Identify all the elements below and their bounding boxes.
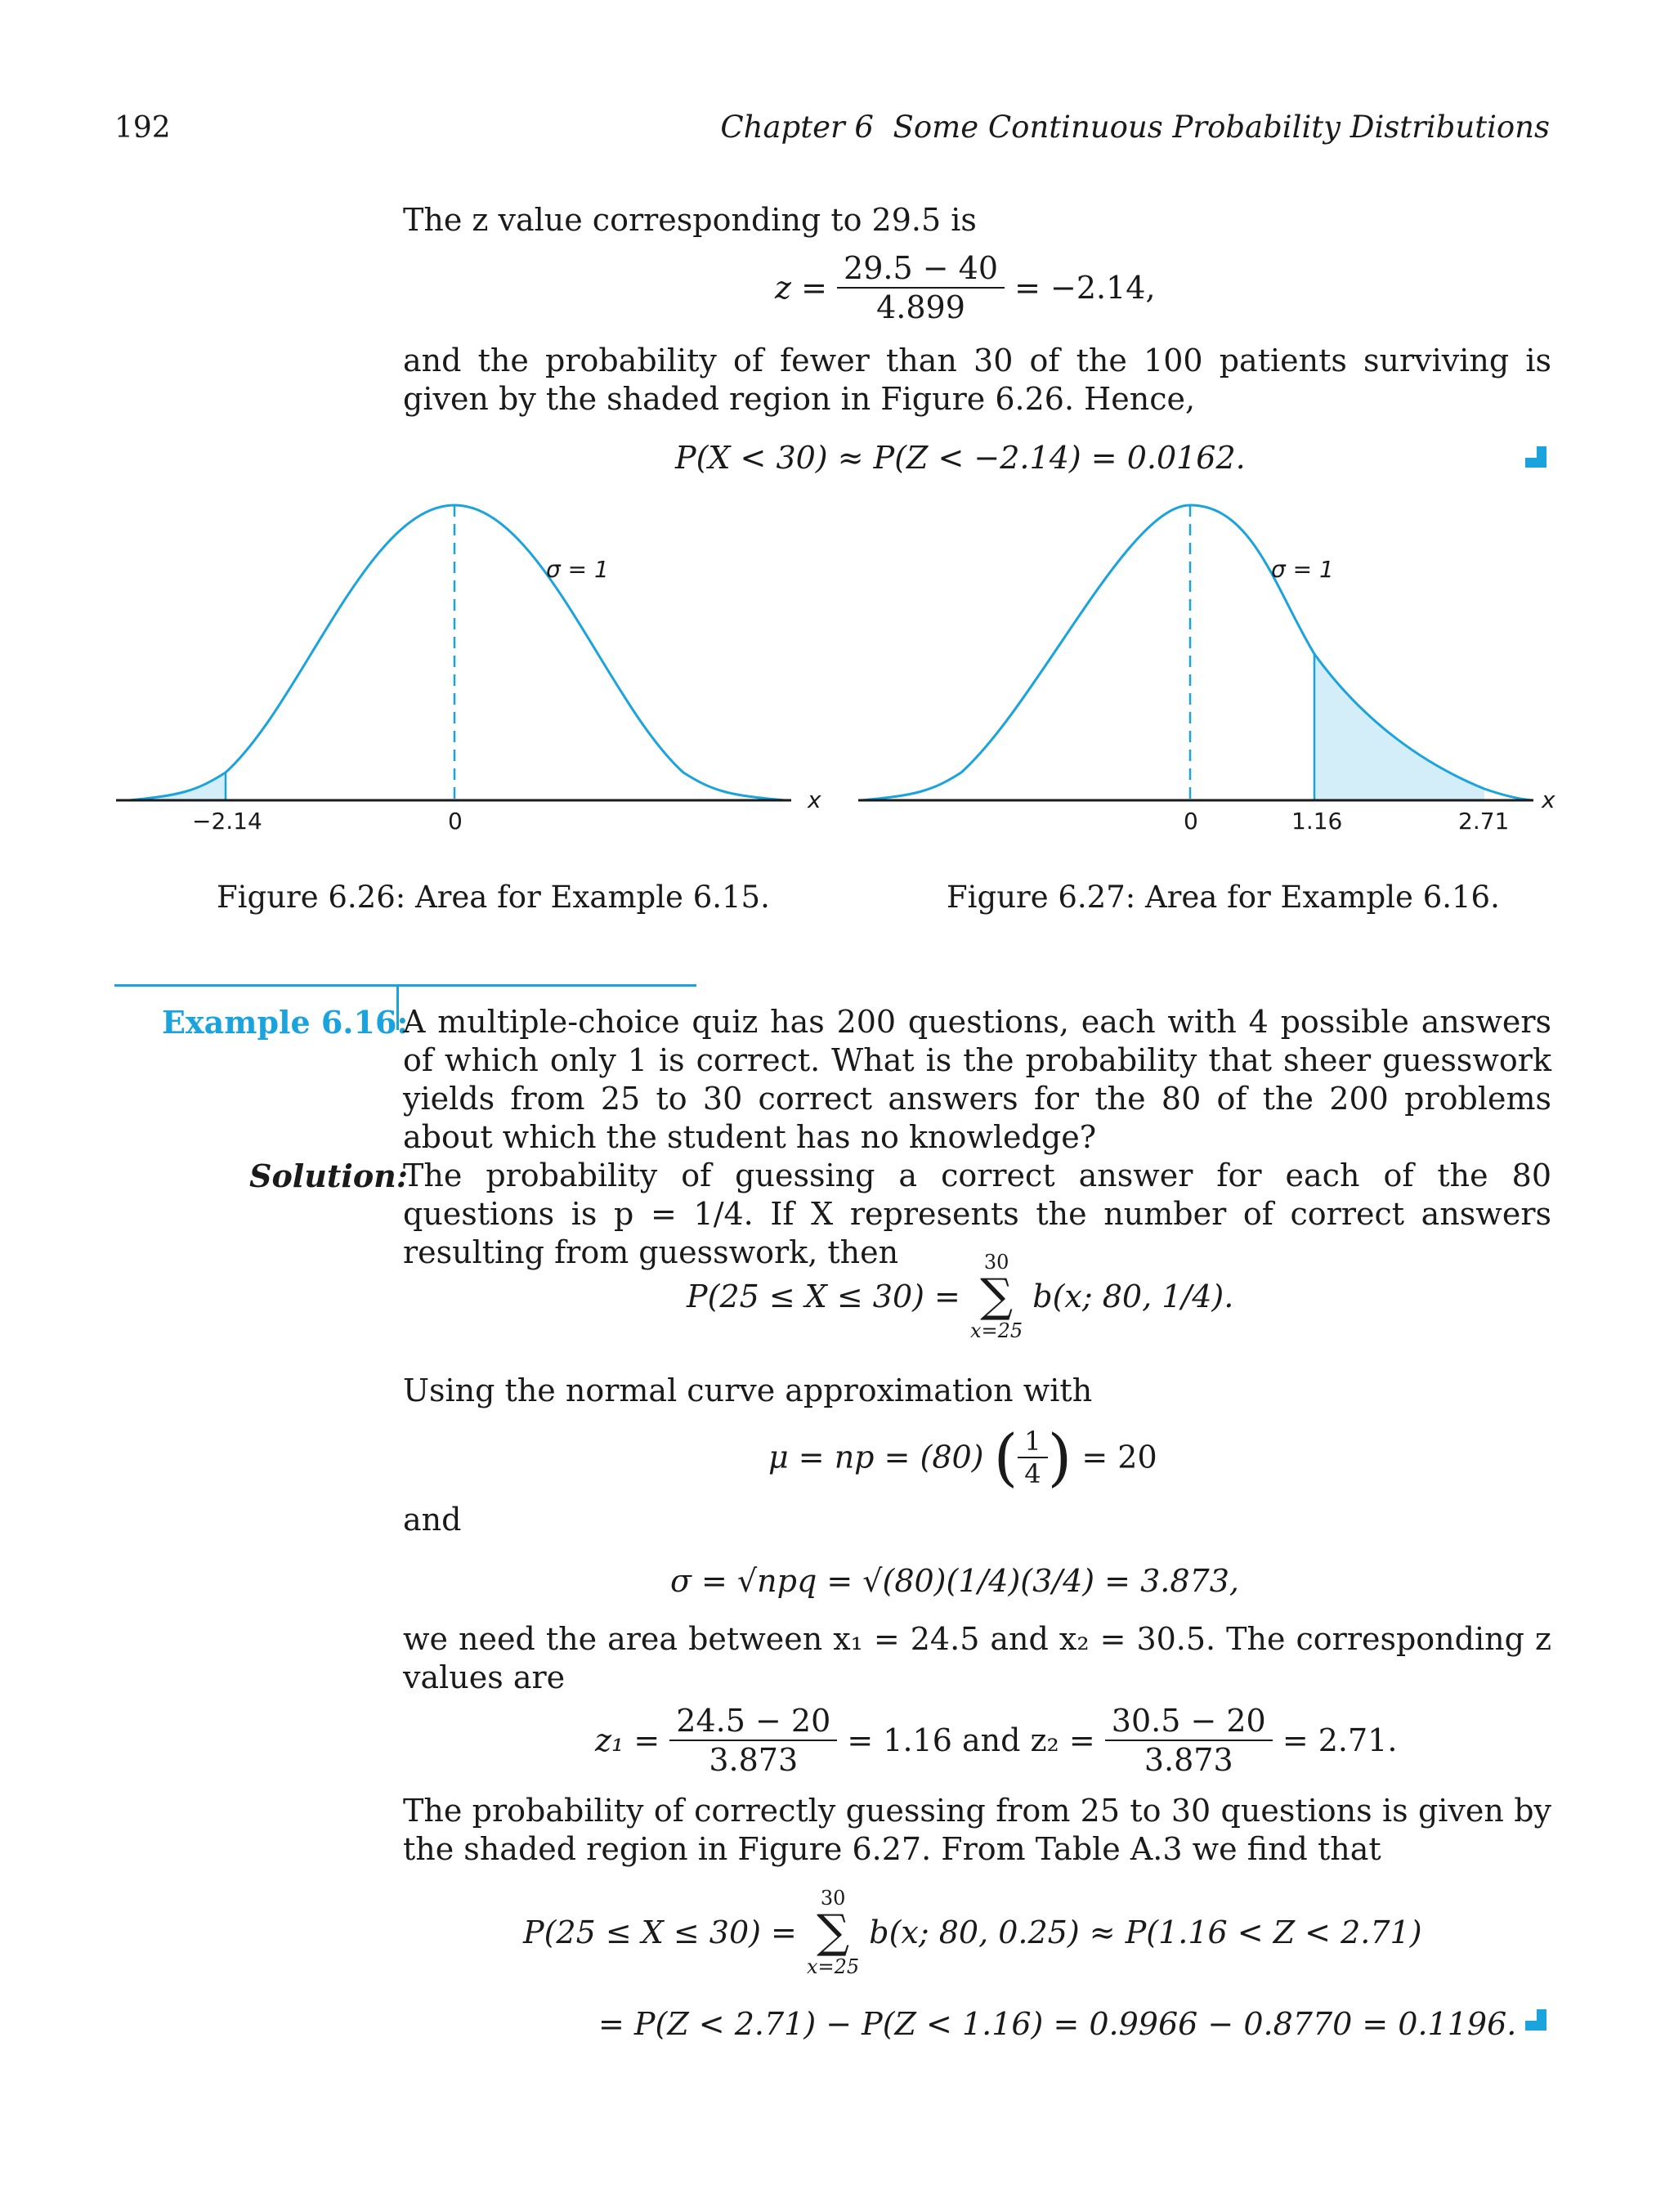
normal-curve [129, 505, 785, 800]
z1-numerator: 24.5 − 20 [669, 1702, 837, 1741]
sum1-lhs: P(25 ≤ X ≤ 30) = [687, 1278, 960, 1314]
tick-label: 0 [448, 808, 463, 835]
figure-6-26 [106, 482, 842, 850]
probability-equation: P(X < 30) ≈ P(Z < −2.14) = 0.0162. [675, 440, 1246, 476]
solution-label: Solution: [249, 1157, 408, 1194]
z2-fraction [1105, 1702, 1273, 1779]
tick-label: 1.16 [1291, 808, 1343, 835]
left-paren: ( [993, 1421, 1018, 1493]
z-equation [775, 249, 1156, 326]
mu-frac-den: 4 [1024, 1458, 1041, 1489]
x-axis-label-627: x [1542, 786, 1555, 813]
end-of-example-mark [1525, 2009, 1546, 2031]
tick-label: −2.14 [192, 808, 262, 835]
intro-line: The z value corresponding to 29.5 is [403, 202, 977, 238]
tick-label: 0 [1184, 808, 1198, 835]
solution-text: The probability of guessing a correct answer for each of the 80 questions is p = 1/4. If X represents the number of correct answers resulting from guesswork, then [403, 1157, 1551, 1270]
sum2-lhs: P(25 ≤ X ≤ 30) = [523, 1914, 797, 1950]
x-axis-label-626: x [808, 786, 821, 813]
sum2-rhs: b(x; 80, 0.25) ≈ P(1.16 < Z < 2.71) [869, 1914, 1422, 1950]
sum-lower-limit: x=25 [807, 1955, 860, 1978]
tick-label: 2.71 [1458, 808, 1510, 835]
summation [970, 1252, 1023, 1341]
running-title: Chapter 6 Some Continuous Probability Distributions [720, 110, 1550, 145]
using-text: Using the normal curve approximation with [403, 1372, 1093, 1408]
probability-text: The probability of correctly guessing from 25 to 30 questions is given by the shaded region in Figure 6.27. From Table A.3 we find that [403, 1793, 1551, 1867]
sum1-rhs: b(x; 80, 1/4). [1032, 1278, 1234, 1314]
final-sum-equation [523, 1888, 1422, 1977]
z-var: z = [775, 270, 827, 306]
shaded-left-tail [129, 772, 226, 800]
z2-rhs: = 2.71. [1282, 1722, 1398, 1758]
and-text: and [403, 1502, 462, 1538]
mu-fraction [1018, 1426, 1047, 1489]
figure-caption-627: Figure 6.27: Area for Example 6.16. [947, 880, 1500, 915]
sigma-label-626: σ = 1 [546, 556, 609, 583]
sum-upper-limit: 30 [983, 1251, 1009, 1274]
summation [807, 1888, 859, 1977]
z-denominator: 4.899 [876, 289, 965, 325]
z-fraction [837, 249, 1005, 326]
right-paren: ) [1047, 1421, 1072, 1493]
z1-lhs: z₁ = [595, 1722, 660, 1758]
sum-symbol: ∑ [817, 1905, 850, 1959]
sigma-equation: σ = √npq = √(80)(1/4)(3/4) = 3.873, [670, 1563, 1239, 1599]
z2-numerator: 30.5 − 20 [1105, 1702, 1273, 1741]
example-label: Example 6.16: [162, 1004, 409, 1041]
figure-6-27 [842, 482, 1578, 850]
sum-upper-limit: 30 [820, 1887, 846, 1910]
binomial-sum-equation [687, 1252, 1233, 1341]
intro-paragraph: and the probability of fewer than 30 of the 100 patients surviving is given by the shaded region in Figure 6.26. Hence, [403, 343, 1551, 417]
sum-symbol: ∑ [980, 1269, 1014, 1323]
mu-frac-num: 1 [1018, 1426, 1047, 1458]
mu-lhs: μ = np = (80) [768, 1439, 984, 1475]
sigma-label-627: σ = 1 [1271, 556, 1334, 583]
z-values-equation [595, 1702, 1397, 1779]
figure-caption-626: Figure 6.26: Area for Example 6.15. [217, 880, 770, 915]
z-numerator: 29.5 − 40 [837, 249, 1005, 289]
mu-rhs: = 20 [1081, 1439, 1157, 1475]
need-text: we need the area between x₁ = 24.5 and x₂ = 30.5. The corresponding z values are [403, 1621, 1551, 1695]
mu-equation [768, 1421, 1157, 1493]
example-text: A multiple-choice quiz has 200 questions, each with 4 possible answers of which only 1 is correct. What is the probability that sheer guesswork yields from 25 to 30 correct answers for the 80 of the 200 problems about which the student has no knowledge? [403, 1004, 1551, 1155]
final-result-line: = P(Z < 2.71) − P(Z < 1.16) = 0.9966 − 0.8770 = 0.1196. [598, 2006, 1517, 2042]
z1-fraction [669, 1702, 837, 1779]
example-rule [114, 984, 696, 987]
normal-curve [862, 505, 1533, 800]
page-number: 192 [114, 111, 171, 145]
z-result: = −2.14, [1014, 270, 1156, 306]
end-of-example-mark [1525, 446, 1546, 468]
z1-denominator: 3.873 [709, 1742, 799, 1778]
z1-mid: = 1.16 and z₂ = [847, 1722, 1095, 1758]
sum-lower-limit: x=25 [970, 1319, 1023, 1342]
z2-denominator: 3.873 [1144, 1742, 1233, 1778]
